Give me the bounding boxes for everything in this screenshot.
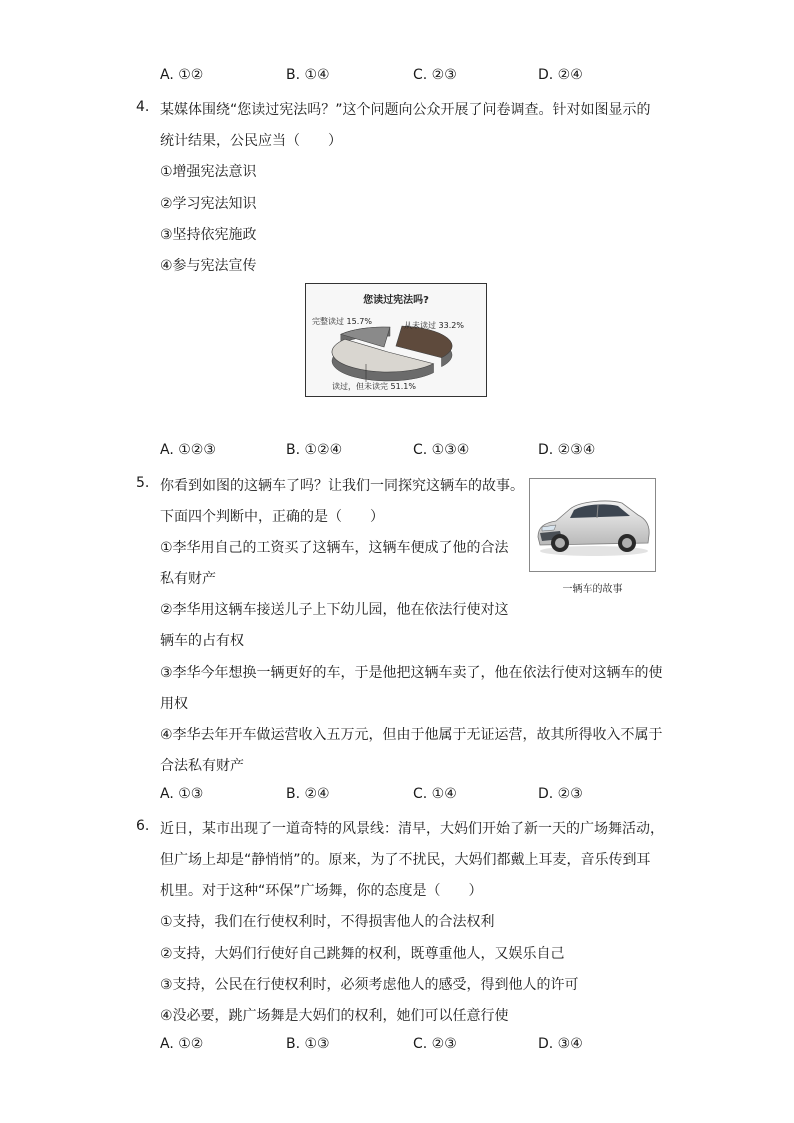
car-photo [529, 478, 656, 572]
option-b: B. ②④ [286, 786, 330, 802]
chart-title: 您读过宪法吗? [363, 295, 429, 306]
question-6-options [160, 1036, 640, 1056]
question-5-line-3: ①李华用自己的工资买了这辆车，这辆车便成了他的合法 [160, 540, 509, 556]
q3-options [160, 67, 640, 87]
option-a: A. ①② [160, 67, 204, 83]
option-c: C. ①③④ [413, 442, 470, 458]
pie-chart-svg [306, 284, 485, 395]
slice-label-read-fully: 完整读过 15.7% [312, 317, 372, 326]
question-5-options [160, 786, 640, 806]
option-a: A. ①③ [160, 786, 204, 802]
question-5-line-1: 你看到如图的这辆车了吗？让我们一同探究这辆车的故事。 [160, 478, 524, 494]
question-4-options [160, 442, 640, 462]
option-a: A. ①②③ [160, 442, 216, 458]
option-d: D. ③④ [538, 1036, 583, 1052]
option-c: C. ①④ [413, 786, 457, 802]
question-5-line-4: 私有财产 [160, 571, 216, 587]
option-b: B. ①②④ [286, 442, 343, 458]
question-5-line-10: 合法私有财产 [160, 758, 244, 774]
option-a: A. ①② [160, 1036, 204, 1052]
question-6-line-4: ①支持，我们在行使权利时，不得损害他人的合法权利 [160, 914, 495, 930]
option-d: D. ②③ [538, 786, 583, 802]
question-6-line-3: 机里。对于这种“环保”广场舞，你的态度是（ ） [160, 883, 483, 899]
car-illustration [530, 479, 655, 571]
slice-label-never-read: 从未读过 33.2% [404, 321, 464, 330]
slice-label-read-partially: 读过，但未读完 51.1% [332, 382, 416, 391]
question-6-number: 6. [136, 818, 150, 834]
question-5-number: 5. [136, 475, 150, 491]
option-d: D. ②③④ [538, 442, 596, 458]
question-5-line-6: 辆车的占有权 [160, 633, 244, 649]
question-4-item-3: ③坚持依宪施政 [160, 227, 257, 243]
question-4-stem-line-1: 某媒体围绕“您读过宪法吗？”这个问题向公众开展了问卷调查。针对如图显示的 [160, 102, 651, 118]
option-b: B. ①④ [286, 67, 330, 83]
question-6-line-7: ④没必要，跳广场舞是大妈们的权利，她们可以任意行使 [160, 1008, 509, 1024]
car-photo-caption: 一辆车的故事 [562, 584, 623, 595]
option-b: B. ①③ [286, 1036, 330, 1052]
option-c: C. ②③ [413, 1036, 457, 1052]
question-5-line-9: ④李华去年开车做运营收入五万元，但由于他属于无证运营，故其所得收入不属于 [160, 727, 663, 743]
question-4-item-1: ①增强宪法意识 [160, 164, 257, 180]
question-5-line-2: 下面四个判断中，正确的是（ ） [160, 509, 384, 525]
question-5-line-5: ②李华用这辆车接送儿子上下幼儿园，他在依法行使对这 [160, 602, 509, 618]
question-5-line-8: 用权 [160, 696, 188, 712]
question-6-line-1: 近日，某市出现了一道奇特的风景线：清早，大妈们开始了新一天的广场舞活动， [160, 821, 664, 837]
question-5-line-7: ③李华今年想换一辆更好的车，于是他把这辆车卖了，他在依法行使对这辆车的使 [160, 665, 663, 681]
option-c: C. ②③ [413, 67, 457, 83]
question-4-item-2: ②学习宪法知识 [160, 196, 257, 212]
question-4-item-4: ④参与宪法宣传 [160, 258, 257, 274]
question-4-number: 4. [136, 99, 150, 115]
question-4-stem-line-2: 统计结果，公民应当（ ） [160, 133, 342, 149]
option-d: D. ②④ [538, 67, 583, 83]
question-6-line-5: ②支持，大妈们行使好自己跳舞的权利，既尊重他人，又娱乐自己 [160, 946, 565, 962]
survey-pie-chart [305, 283, 487, 397]
question-6-line-2: 但广场上却是“静悄悄”的。原来，为了不扰民，大妈们都戴上耳麦，音乐传到耳 [160, 852, 651, 868]
question-6-line-6: ③支持，公民在行使权利时，必须考虑他人的感受，得到他人的许可 [160, 977, 579, 993]
